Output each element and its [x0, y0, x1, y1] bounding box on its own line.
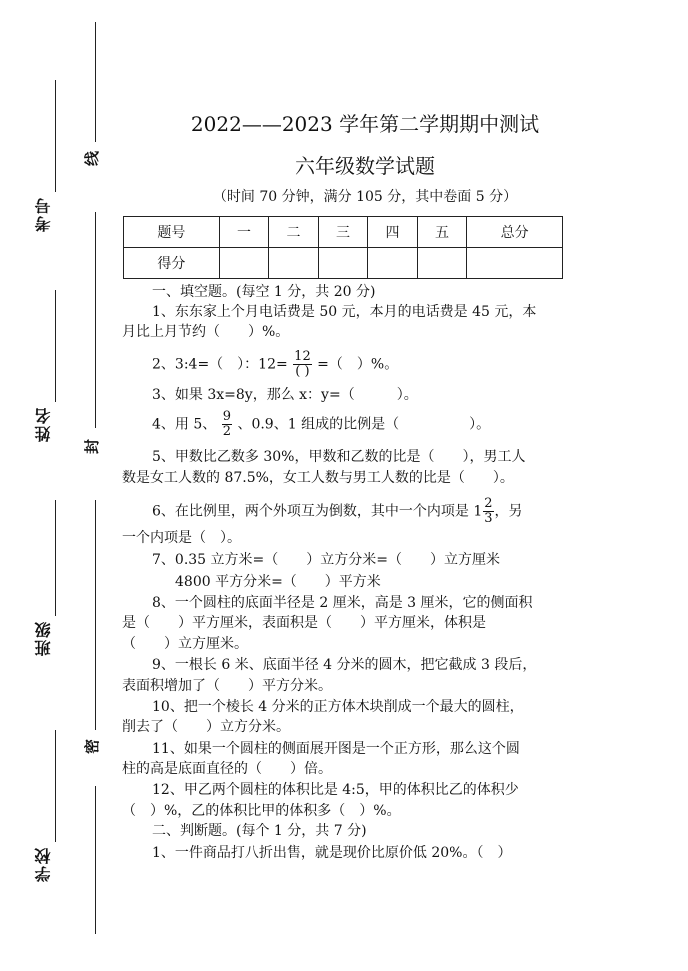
binding-line-top [95, 22, 96, 142]
score-table-score-row [124, 248, 563, 279]
question-9-line-2: 表面积增加了（ ）平方分米。 [122, 678, 332, 694]
section1-heading: 一、填空题。(每空 1 分，共 20 分) [152, 284, 376, 300]
judgement-question-1: 1、一件商品打八折出售，就是现价比原价低 20%。（ ） [152, 845, 512, 861]
score-cell[interactable] [219, 248, 269, 279]
question-5-line-1: 5、甲数比乙数多 30%，甲数和乙数的比是（ ），男工人 [152, 449, 526, 465]
question-12-line-2: （ ）%，乙的体积比甲的体积多（ ）%。 [122, 803, 401, 819]
binding-line-middle [95, 500, 96, 730]
binding-char-secret: 密 [83, 738, 102, 755]
question-6-line-1 [152, 497, 523, 526]
score-header-cell: 五 [417, 217, 467, 248]
question-6-denominator: 3 [484, 511, 493, 526]
score-table [123, 216, 563, 279]
score-row-label: 得分 [124, 248, 220, 279]
question-5-line-2: 数是女工人数的 87.5%，女工人数与男工人数的比是（ ）。 [122, 470, 514, 486]
exam-number-label: 考号 [34, 196, 53, 232]
score-cell[interactable] [269, 248, 319, 279]
score-cell[interactable] [368, 248, 418, 279]
class-line [55, 500, 56, 616]
question-6-prefix: 6、在比例里，两个外项互为倒数，其中一个内项是 1 [152, 503, 483, 520]
score-cell[interactable] [417, 248, 467, 279]
question-2-suffix: =（ ）%。 [317, 356, 399, 373]
score-header-cell: 三 [318, 217, 368, 248]
exam-number-line [55, 80, 56, 192]
question-11-line-2: 柱的高是底面直径的（ ）倍。 [122, 761, 332, 777]
score-header-cell: 四 [368, 217, 418, 248]
binding-line-upper [95, 212, 96, 428]
question-6-suffix: ，另 [494, 503, 523, 520]
score-header-cell: 总分 [467, 217, 563, 248]
question-4 [152, 410, 490, 439]
exam-note: （时间 70 分钟，满分 105 分，其中卷面 5 分） [212, 189, 518, 205]
question-4-prefix: 4、用 5、 [152, 416, 217, 433]
section2-heading: 二、判断题。(每个 1 分，共 7 分) [152, 823, 367, 839]
class-label: 班级 [34, 620, 53, 656]
question-2-fraction [293, 350, 312, 379]
question-8-line-2: 是（ ）平方厘米，表面积是（ ）平方厘米，体积是 [122, 615, 486, 631]
question-7-line-1: 7、0.35 立方米=（ ）立方分米=（ ）立方厘米 [152, 552, 500, 568]
question-4-suffix: 、0.9、1 组成的比例是（ ）。 [237, 416, 491, 433]
score-cell[interactable] [467, 248, 563, 279]
question-6-line-2: 一个内项是（ ）。 [122, 530, 241, 546]
question-4-fraction [222, 410, 232, 439]
question-10-line-1: 10、把一个棱长 4 分米的正方体木块削成一个最大的圆柱， [152, 699, 524, 715]
exam-subtitle: 六年级数学试题 [295, 154, 435, 178]
binding-line-bottom [95, 786, 96, 934]
score-header-cell: 题号 [124, 217, 220, 248]
score-header-cell: 一 [219, 217, 269, 248]
question-2-prefix: 2、3:4=（ ）：12= [152, 356, 288, 373]
question-11-line-1: 11、如果一个圆柱的侧面展开图是一个正方形，那么这个圆 [152, 741, 520, 757]
binding-char-seal: 封 [83, 438, 102, 455]
question-8-line-1: 8、一个圆柱的底面半径是 2 厘米，高是 3 厘米，它的侧面积 [152, 595, 533, 611]
question-8-line-3: （ ）立方厘米。 [122, 636, 248, 652]
question-2 [152, 350, 398, 379]
question-4-denominator: 2 [222, 424, 231, 439]
question-3: 3、如果 3x=8y，那么 x：y=（ ）。 [152, 387, 418, 403]
question-6-numerator: 2 [484, 496, 493, 511]
exam-title: 2022——2023 学年第二学期期中测试 [190, 112, 540, 136]
question-7-line-2: 4800 平方分米=（ ）平方米 [175, 574, 381, 590]
score-header-cell: 二 [269, 217, 319, 248]
question-9-line-1: 9、一根长 6 米、底面半径 4 分米的圆木，把它截成 3 段后， [152, 657, 537, 673]
question-12-line-1: 12、甲乙两个圆柱的体积比是 4:5，甲的体积比乙的体积少 [152, 782, 519, 798]
school-label: 学校 [34, 846, 53, 882]
student-name-line [55, 290, 56, 402]
binding-char-line: 线 [83, 150, 102, 167]
score-cell[interactable] [318, 248, 368, 279]
question-2-denominator: ( ) [295, 364, 310, 379]
score-table-header-row [124, 217, 563, 248]
student-name-label: 姓名 [34, 406, 53, 442]
question-4-numerator: 9 [222, 409, 231, 424]
school-line [55, 730, 56, 842]
question-10-line-2: 削去了（ ）立方分米。 [122, 719, 290, 735]
question-1-line-2: 月比上月节约（ ）%。 [122, 324, 290, 340]
question-2-numerator: 12 [294, 349, 311, 364]
question-6-fraction [483, 497, 493, 526]
question-1-line-1: 1、东东家上个月电话费是 50 元，本月的电话费是 45 元，本 [152, 304, 537, 320]
